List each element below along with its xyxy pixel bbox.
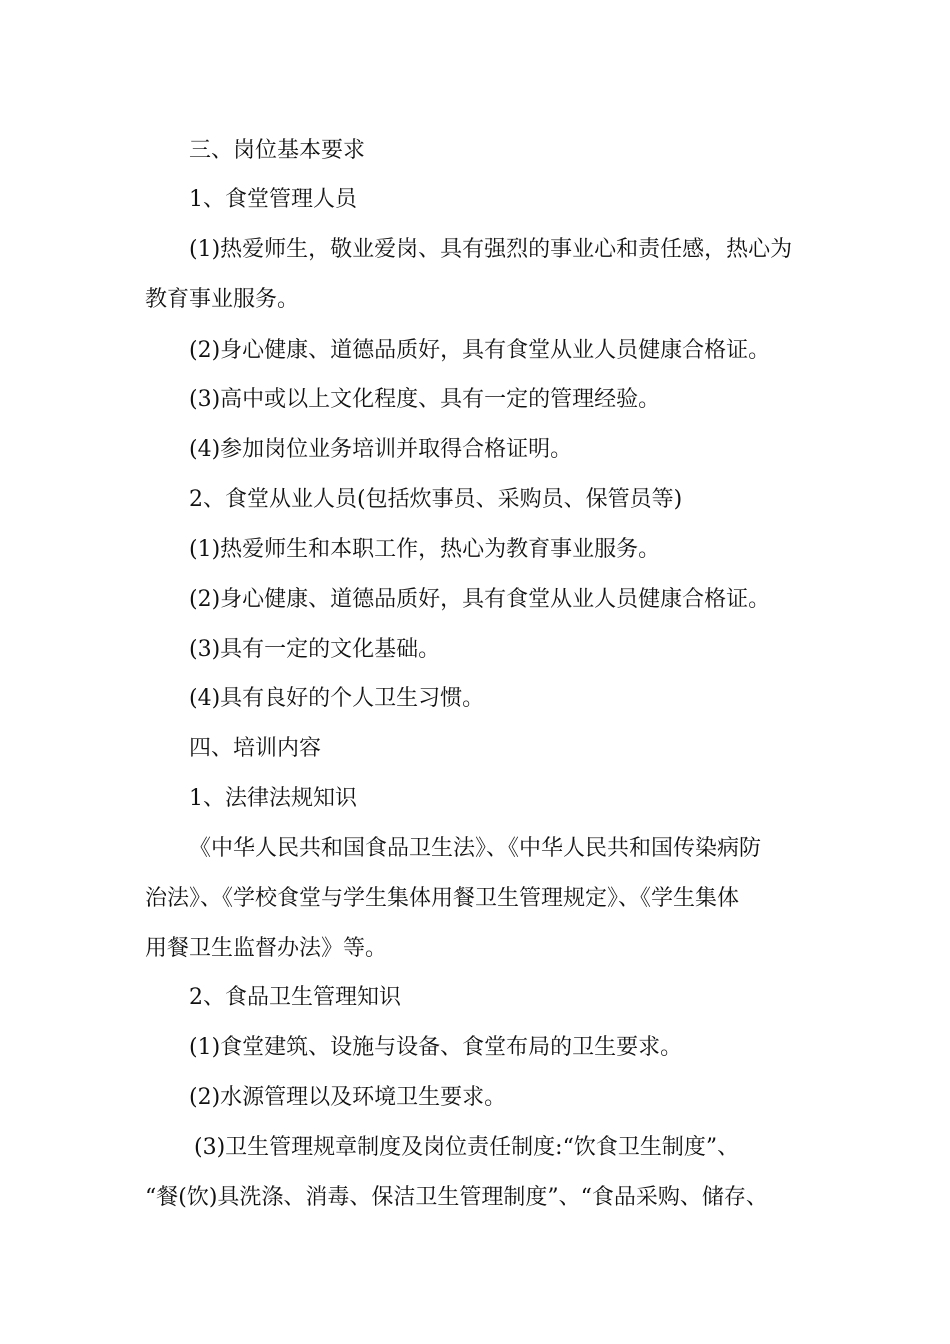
text-line: 治法》、《学校食堂与学生集体用餐卫生管理规定》、《学生集体 [145, 886, 740, 911]
heading-section-three: 三、岗位基本要求 [189, 138, 366, 163]
text-line: (2)身心健康、道德品质好，具有食堂从业人员健康合格证。 [189, 587, 771, 612]
text-line: (1)食堂建筑、设施与设备、食堂布局的卫生要求。 [189, 1035, 683, 1060]
text-line: (2)身心健康、道德品质好，具有食堂从业人员健康合格证。 [189, 338, 771, 363]
text-line: 《中华人民共和国食品卫生法》、《中华人民共和国传染病防 [189, 836, 762, 861]
text-line: (3)高中或以上文化程度、具有一定的管理经验。 [189, 387, 661, 412]
text-line: (3)卫生管理规章制度及岗位责任制度:“饮食卫生制度”、 [194, 1135, 740, 1160]
heading-section-four: 四、培训内容 [189, 736, 322, 761]
text-line: (2)水源管理以及环境卫生要求。 [189, 1085, 507, 1110]
text-line: (1)热爱师生，敬业爱岗、具有强烈的事业心和责任感，热心为 [189, 237, 793, 262]
subheading-canteen-managers: 1、食堂管理人员 [189, 187, 357, 212]
subheading-laws: 1、法律法规知识 [189, 786, 357, 811]
subheading-food-hygiene: 2、食品卫生管理知识 [189, 985, 401, 1010]
text-line: “餐(饮)具洗涤、消毒、保洁卫生管理制度”、“食品采购、储存、 [145, 1185, 768, 1210]
text-line: (4)参加岗位业务培训并取得合格证明。 [189, 437, 573, 462]
text-line: (4)具有良好的个人卫生习惯。 [189, 686, 485, 711]
text-line: 教育事业服务。 [145, 287, 300, 312]
subheading-canteen-staff: 2、食堂从业人员(包括炊事员、采购员、保管员等) [189, 487, 683, 512]
text-line: 用餐卫生监督办法》等。 [145, 936, 388, 961]
text-line: (3)具有一定的文化基础。 [189, 637, 441, 662]
text-line: (1)热爱师生和本职工作，热心为教育事业服务。 [189, 537, 661, 562]
